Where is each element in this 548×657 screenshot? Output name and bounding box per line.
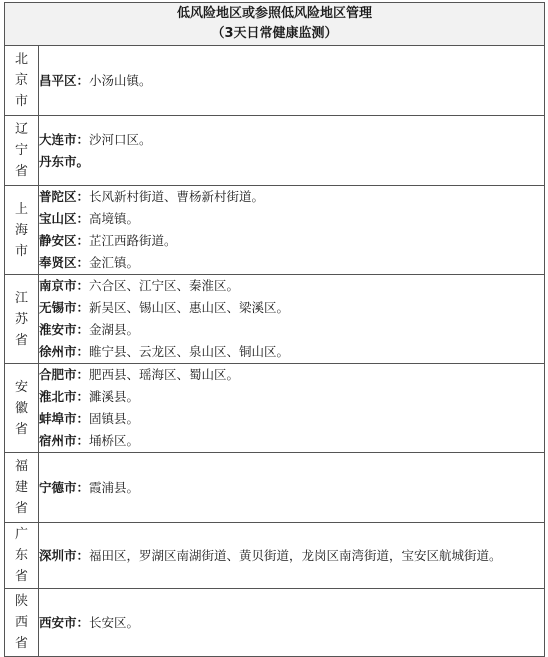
province-cell xyxy=(5,186,39,275)
district-cell xyxy=(39,186,545,275)
district-line xyxy=(39,151,544,173)
province-char: 福 xyxy=(14,459,28,474)
area-list: 高境镇。 xyxy=(89,211,140,226)
area-list: 霞浦县。 xyxy=(89,479,140,495)
table-subtitle: （3天日常健康监测） xyxy=(211,26,338,41)
area-list: 沙河口区。 xyxy=(89,131,152,147)
table-title: 低风险地区或参照低风险地区管理 xyxy=(177,6,373,21)
city-name: 深圳市： xyxy=(39,547,90,563)
province-char: 江 xyxy=(14,290,28,306)
area-list: 固镇县。 xyxy=(89,411,140,426)
city-name: 丹东市。 xyxy=(39,153,90,169)
area-list: 福田区，罗湖区南湖街道、黄贝街道，龙岗区南湾街道，宝安区航城街道。 xyxy=(89,547,502,563)
province-char: 省 xyxy=(14,636,28,651)
district-line xyxy=(39,545,544,567)
district-line xyxy=(39,341,544,363)
province-char: 徽 xyxy=(14,400,28,416)
table-row xyxy=(5,186,545,275)
area-list: 金汇镇。 xyxy=(89,255,140,270)
province-char: 安 xyxy=(14,379,28,395)
area-list: 芷江西路街道。 xyxy=(89,233,177,248)
district-line xyxy=(39,230,544,252)
table-row xyxy=(5,523,545,589)
province-char: 省 xyxy=(14,501,28,516)
province-cell xyxy=(5,364,39,453)
table-row xyxy=(5,275,545,364)
area-list: 长风新村街道、曹杨新村街道。 xyxy=(89,189,265,204)
district-line xyxy=(39,297,544,319)
province-char: 省 xyxy=(14,332,28,348)
district-line xyxy=(39,430,544,452)
table-row xyxy=(5,116,545,186)
province-char: 北 xyxy=(14,52,28,67)
province-cell xyxy=(5,275,39,364)
province-char: 京 xyxy=(14,73,28,88)
area-list: 濉溪县。 xyxy=(89,389,140,404)
district-line xyxy=(39,408,544,430)
table-row xyxy=(5,46,545,116)
province-char: 上 xyxy=(14,201,28,217)
province-char: 东 xyxy=(14,548,28,563)
district-cell xyxy=(39,523,545,589)
district-line xyxy=(39,275,544,297)
province-char: 省 xyxy=(14,421,28,437)
province-char: 广 xyxy=(14,527,28,542)
table-header-row xyxy=(5,3,545,46)
area-list: 长安区。 xyxy=(89,614,140,630)
district-line xyxy=(39,208,544,230)
city-name: 西安市： xyxy=(39,614,90,630)
city-name: 合肥市： xyxy=(39,367,90,382)
province-char: 市 xyxy=(14,243,28,259)
district-line xyxy=(39,319,544,341)
area-list: 小汤山镇。 xyxy=(89,72,152,88)
city-name: 普陀区： xyxy=(39,189,90,204)
province-char: 辽 xyxy=(14,122,28,137)
city-name: 静安区： xyxy=(39,233,90,248)
table-header xyxy=(5,3,545,46)
city-name: 淮北市： xyxy=(39,389,90,404)
district-line xyxy=(39,252,544,274)
district-line xyxy=(39,129,544,151)
city-name: 宁德市： xyxy=(39,479,90,495)
area-list: 六合区、江宁区、秦淮区。 xyxy=(89,278,240,293)
district-line xyxy=(39,386,544,408)
table-row xyxy=(5,453,545,523)
city-name: 奉贤区： xyxy=(39,255,90,270)
province-char: 省 xyxy=(14,164,28,179)
province-char: 陕 xyxy=(14,594,28,609)
area-list: 埇桥区。 xyxy=(89,433,140,448)
province-cell xyxy=(5,116,39,186)
city-name: 昌平区： xyxy=(39,72,90,88)
district-line xyxy=(39,612,544,634)
area-list: 肥西县、瑶海区、蜀山区。 xyxy=(89,367,240,382)
area-list: 新吴区、锡山区、惠山区、梁溪区。 xyxy=(89,300,290,315)
district-line xyxy=(39,477,544,499)
province-char: 市 xyxy=(14,94,28,109)
district-line xyxy=(39,186,544,208)
province-char: 海 xyxy=(14,222,28,238)
province-cell xyxy=(5,589,39,657)
district-cell xyxy=(39,453,545,523)
district-cell xyxy=(39,589,545,657)
province-char: 苏 xyxy=(14,311,28,327)
city-name: 无锡市： xyxy=(39,300,90,315)
province-cell xyxy=(5,453,39,523)
city-name: 徐州市： xyxy=(39,344,90,359)
province-char: 省 xyxy=(14,569,28,584)
risk-area-table xyxy=(4,2,545,657)
city-name: 淮安市： xyxy=(39,322,90,337)
area-list: 金湖县。 xyxy=(89,322,140,337)
province-cell xyxy=(5,46,39,116)
city-name: 大连市： xyxy=(39,131,90,147)
district-cell xyxy=(39,364,545,453)
district-cell xyxy=(39,46,545,116)
province-cell xyxy=(5,523,39,589)
district-cell xyxy=(39,275,545,364)
province-char: 宁 xyxy=(14,143,28,158)
province-char: 西 xyxy=(14,615,28,630)
city-name: 南京市： xyxy=(39,278,90,293)
district-cell xyxy=(39,116,545,186)
table-row xyxy=(5,364,545,453)
table-row xyxy=(5,589,545,657)
city-name: 蚌埠市： xyxy=(39,411,90,426)
district-line xyxy=(39,364,544,386)
province-char: 建 xyxy=(14,480,28,495)
area-list: 睢宁县、云龙区、泉山区、铜山区。 xyxy=(89,344,290,359)
city-name: 宝山区： xyxy=(39,211,90,226)
district-line xyxy=(39,70,544,92)
city-name: 宿州市： xyxy=(39,433,90,448)
